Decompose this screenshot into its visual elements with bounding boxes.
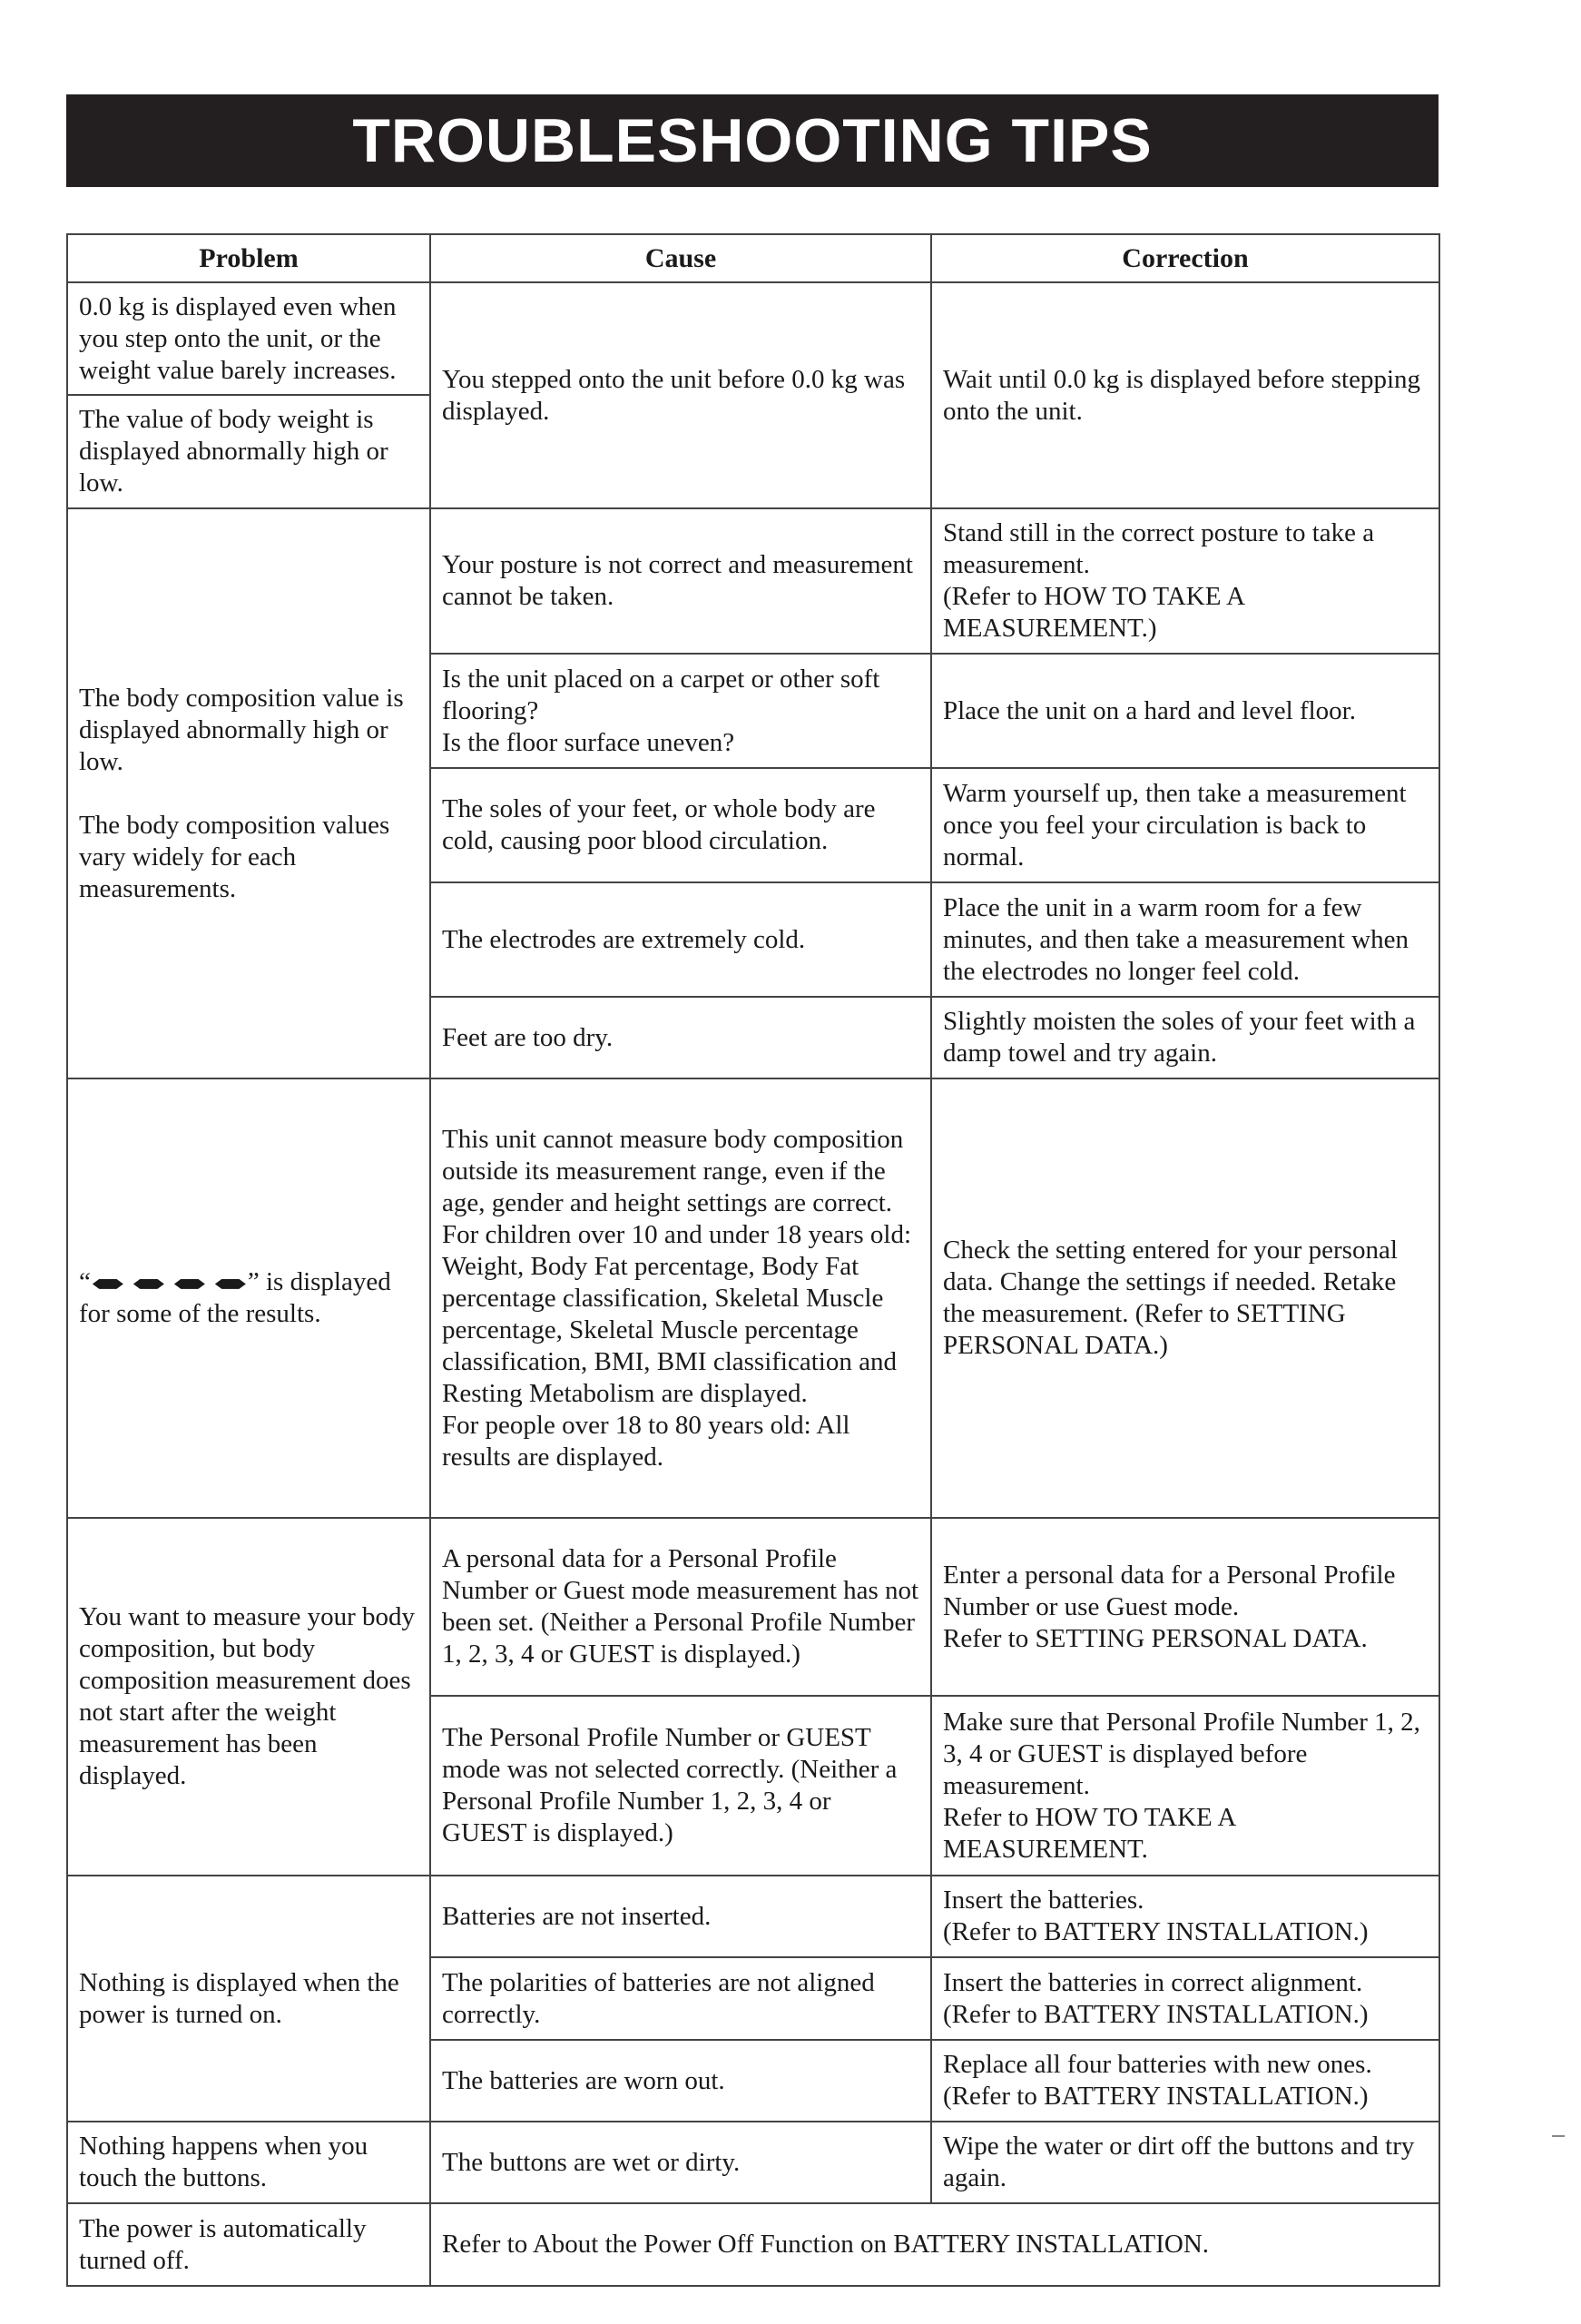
page-title: TROUBLESHOOTING TIPS	[352, 106, 1153, 175]
correction-ref: (Refer to HOW TO TAKE A MEASUREMENT.)	[943, 582, 1244, 643]
troubleshooting-table	[66, 233, 1440, 2287]
cause-cell: The Personal Profile Number or GUEST mode was not selected correctly. (Neither a Personal Profile Number 1, 2, 3, 4 or GUEST is displayed.)	[430, 1696, 931, 1876]
table-row	[67, 1518, 1439, 1696]
cause-cell: The polarities of batteries are not aligned correctly.	[430, 1957, 931, 2040]
problem-cell	[67, 508, 430, 1078]
problem-cell: The power is automatically turned off.	[67, 2203, 430, 2286]
correction-cell	[931, 1957, 1439, 2040]
problem-text: The body composition value is displayed abnormally high or low.	[79, 683, 404, 776]
correction-cell	[931, 2040, 1439, 2122]
table-row	[67, 508, 1439, 654]
correction-text: Make sure that Personal Profile Number 1, 2, 3, 4 or GUEST is displayed before measurement.	[943, 1707, 1420, 1800]
cause-text: Is the floor surface uneven?	[442, 727, 735, 757]
cause-cell: Feet are too dry.	[430, 997, 931, 1078]
correction-cell: Wipe the water or dirt off the buttons and try again.	[931, 2122, 1439, 2203]
correction-cell: Check the setting entered for your personal data. Change the settings if needed. Retake the measurement. (Refer to SETTING PERSONAL DATA.)	[931, 1078, 1439, 1518]
cause-cell: Your posture is not correct and measurement cannot be taken.	[430, 508, 931, 654]
cause-correction-cell: Refer to About the Power Off Function on BATTERY INSTALLATION.	[430, 2203, 1439, 2286]
table-row	[67, 1078, 1439, 1518]
correction-cell: Slightly moisten the soles of your feet with a damp towel and try again.	[931, 997, 1439, 1078]
cause-cell: The batteries are worn out.	[430, 2040, 931, 2122]
cause-cell: The buttons are wet or dirty.	[430, 2122, 931, 2203]
correction-text: Stand still in the correct posture to take a measurement.	[943, 518, 1375, 579]
problem-cell: Nothing happens when you touch the buttons.	[67, 2122, 430, 2203]
cause-text: Is the unit placed on a carpet or other soft flooring?	[442, 664, 880, 725]
header-row	[67, 234, 1439, 282]
table-row	[67, 1876, 1439, 1957]
correction-text: Replace all four batteries with new ones.	[943, 2050, 1372, 2079]
correction-cell: Warm yourself up, then take a measurement once you feel your circulation is back to normal.	[931, 768, 1439, 882]
correction-cell	[931, 508, 1439, 654]
header-cause: Cause	[430, 234, 931, 282]
problem-cell: The value of body weight is displayed abnormally high or low.	[67, 395, 430, 508]
cause-cell: You stepped onto the unit before 0.0 kg was displayed.	[430, 282, 931, 508]
correction-cell	[931, 1876, 1439, 1957]
open-quote: “	[79, 1267, 91, 1296]
dash-display-icon	[93, 1279, 246, 1289]
problem-cell: 0.0 kg is displayed even when you step onto the unit, or the weight value barely increases.	[67, 282, 430, 395]
cause-cell: The soles of your feet, or whole body are cold, causing poor blood circulation.	[430, 768, 931, 882]
correction-ref: (Refer to BATTERY INSTALLATION.)	[943, 1917, 1369, 1946]
problem-cell: Nothing is displayed when the power is turned on.	[67, 1876, 430, 2122]
cause-cell: The electrodes are extremely cold.	[430, 882, 931, 997]
cause-text: This unit cannot measure body composition outside its measurement range, even if the age, gender and height settings are correct.	[442, 1124, 904, 1217]
table-row	[67, 282, 1439, 395]
cause-text: For people over 18 to 80 years old: All results are displayed.	[442, 1410, 850, 1472]
cause-text: For children over 10 and under 18 years old: Weight, Body Fat percentage, Body Fat percentage classification, Skeletal Muscle percentage, Skeletal Muscle percentage classification, BMI, BMI classification and Resting Metabolism are displayed.	[442, 1219, 912, 1408]
correction-cell	[931, 1518, 1439, 1696]
correction-text: Enter a personal data for a Personal Profile Number or use Guest mode.	[943, 1560, 1396, 1621]
correction-text: Insert the batteries.	[943, 1886, 1144, 1915]
problem-cell	[67, 1078, 430, 1518]
cause-cell	[430, 654, 931, 768]
correction-ref: Refer to HOW TO TAKE A MEASUREMENT.	[943, 1802, 1235, 1864]
correction-ref: (Refer to BATTERY INSTALLATION.)	[943, 1999, 1369, 2029]
cause-cell: Batteries are not inserted.	[430, 1876, 931, 1957]
correction-cell	[931, 1696, 1439, 1876]
correction-cell: Place the unit on a hard and level floor.	[931, 654, 1439, 768]
correction-text: Insert the batteries in correct alignment.	[943, 1967, 1363, 1997]
header-problem: Problem	[67, 234, 430, 282]
table-row	[67, 2122, 1439, 2203]
problem-cell: You want to measure your body composition, but body composition measurement does not start after the weight measurement has been displayed.	[67, 1518, 430, 1876]
correction-cell: Place the unit in a warm room for a few minutes, and then take a measurement when the electrodes no longer feel cold.	[931, 882, 1439, 997]
problem-text: ” is displayed for some of the results.	[79, 1267, 391, 1328]
title-banner	[66, 94, 1439, 187]
problem-text: The body composition values vary widely for each measurements.	[79, 810, 390, 903]
header-correction: Correction	[931, 234, 1439, 282]
cause-cell: A personal data for a Personal Profile Number or Guest mode measurement has not been set. (Neither a Personal Profile Number 1, 2, 3, 4 or GUEST is displayed.)	[430, 1518, 931, 1696]
cause-cell	[430, 1078, 931, 1518]
page-edge-mark	[1552, 2135, 1565, 2137]
correction-cell: Wait until 0.0 kg is displayed before stepping onto the unit.	[931, 282, 1439, 508]
correction-ref: (Refer to BATTERY INSTALLATION.)	[943, 2082, 1369, 2111]
table-row	[67, 2203, 1439, 2286]
correction-ref: Refer to SETTING PERSONAL DATA.	[943, 1623, 1368, 1653]
